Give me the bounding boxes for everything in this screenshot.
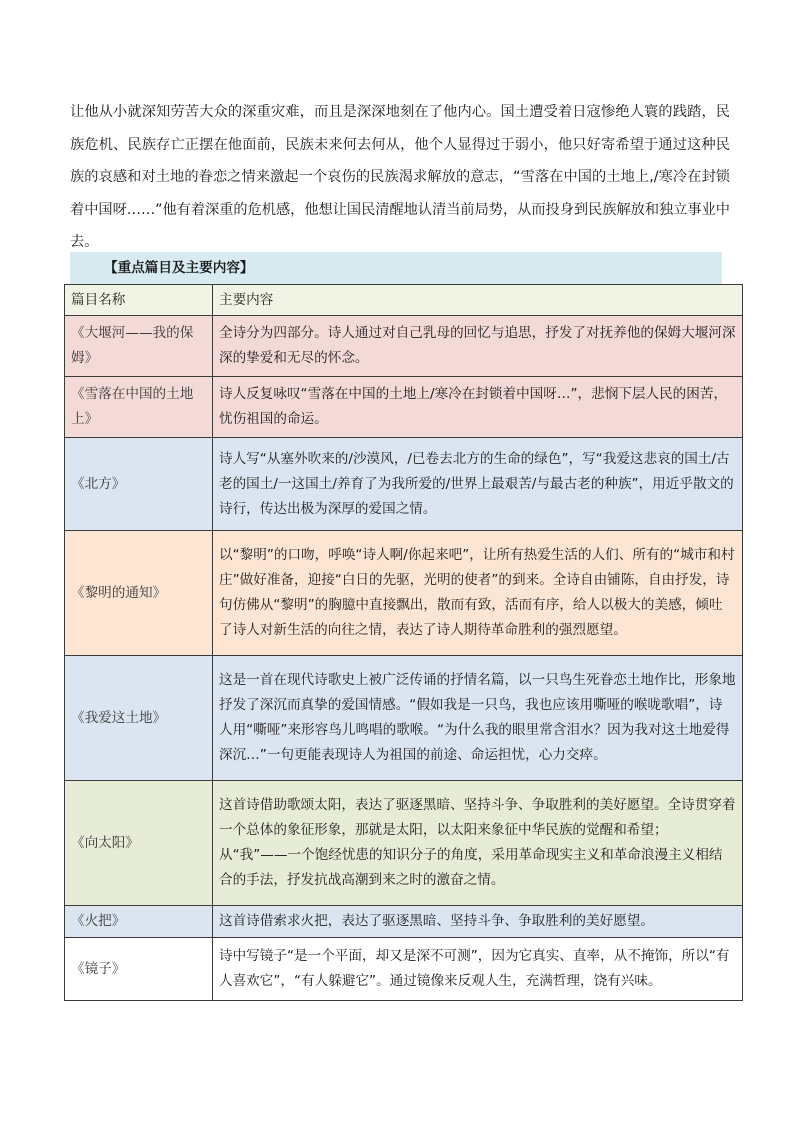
table-header-row <box>65 285 743 316</box>
intro-text: 让他从小就深知劳苦大众的深重灾难，而且是深深地刻在了他内心。国土遭受着日寇惨绝人寰的践踏，民族危机、民族存亡正摆在他面前，民族未来何去何从，他个人显得过于弱小，他只好寄希望于通过这种民族的哀感和对土地的眷恋之情来激起一个哀伤的民族渴求解放的意志，“雪落在中国的土地上,/寒冷在封锁着中国呀……”他有着深重的危机感，他想让国民清醒地认清当前局势，从而投身到民族解放和独立事业中去。 <box>70 104 730 250</box>
poem-title: 《我爱这土地》 <box>65 656 213 781</box>
table-row <box>65 438 743 531</box>
table-row <box>65 316 743 377</box>
intro-paragraph <box>70 96 730 259</box>
poem-title: 《北方》 <box>65 438 213 531</box>
poem-title: 《黎明的通知》 <box>65 531 213 656</box>
poem-content: 诗人反复咏叹“雪落在中国的土地上/寒冷在封锁着中国呀…”，悲悯下层人民的困苦，忧伤祖国的命运。 <box>213 377 743 438</box>
poem-title: 《火把》 <box>65 906 213 938</box>
table-row <box>65 531 743 656</box>
table-row <box>65 938 743 1001</box>
poem-content: 全诗分为四部分。诗人通过对自己乳母的回忆与追思，抒发了对抚养他的保姆大堰河深深的挚爱和无尽的怀念。 <box>213 316 743 377</box>
table-row <box>65 781 743 906</box>
poem-content: 这是一首在现代诗歌史上被广泛传诵的抒情名篇，以一只鸟生死眷恋土地作比，形象地抒发了深沉而真挚的爱国情感。“假如我是一只鸟，我也应该用嘶哑的喉咙歌唱”，诗人用“嘶哑”来形容鸟儿鸣唱的歌喉。“为什么我的眼里常含泪水？因为我对这土地爱得深沉…”一句更能表现诗人为祖国的前途、命运担忧，心力交瘁。 <box>213 656 743 781</box>
poem-title: 《向太阳》 <box>65 781 213 906</box>
poem-content: 这首诗借索求火把，表达了驱逐黑暗、坚持斗争、争取胜利的美好愿望。 <box>213 906 743 938</box>
poem-title: 《镜子》 <box>65 938 213 1001</box>
table-row <box>65 906 743 938</box>
column-header-content: 主要内容 <box>213 285 743 316</box>
column-header-title: 篇目名称 <box>65 285 213 316</box>
table-row <box>65 377 743 438</box>
poems-table <box>64 284 743 1001</box>
poem-content: 诗中写镜子“是一个平面，却又是深不可测”，因为它真实、直率，从不掩饰，所以“有人喜欢它”，“有人躲避它”。通过镜像来反观人生，充满哲理，饶有兴味。 <box>213 938 743 1001</box>
poem-content: 诗人写“从塞外吹来的/沙漠风，/已卷去北方的生命的绿色”，写“我爱这悲哀的国土/古老的国土/一这国土/养育了为我所爱的/世界上最艰苦/与最古老的种族”，用近乎散文的诗行，传达出极为深厚的爱国之情。 <box>213 438 743 531</box>
poem-content: 这首诗借助歌颂太阳，表达了驱逐黑暗、坚持斗争、争取胜利的美好愿望。全诗贯穿着一个总体的象征形象，那就是太阳，以太阳来象征中华民族的觉醒和希望；从“我”——一个饱经忧患的知识分子的角度，采用革命现实主义和革命浪漫主义相结合的手法，抒发抗战高潮到来之时的激奋之情。 <box>213 781 743 906</box>
poem-title: 《雪落在中国的土地上》 <box>65 377 213 438</box>
table-row <box>65 656 743 781</box>
poem-title: 《大堰河——我的保姆》 <box>65 316 213 377</box>
poem-content: 以“黎明”的口吻，呼唤“诗人啊/你起来吧”，让所有热爱生活的人们、所有的“城市和村庄”做好准备，迎接“白日的先驱，光明的使者”的到来。全诗自由铺陈，自由抒发，诗句仿佛从“黎明”的胸臆中直接飘出，散而有致，活而有序，给人以极大的美感，倾吐了诗人对新生活的向往之情，表达了诗人期待革命胜利的强烈愿望。 <box>213 531 743 656</box>
section-heading: 【重点篇目及主要内容】 <box>70 252 722 284</box>
